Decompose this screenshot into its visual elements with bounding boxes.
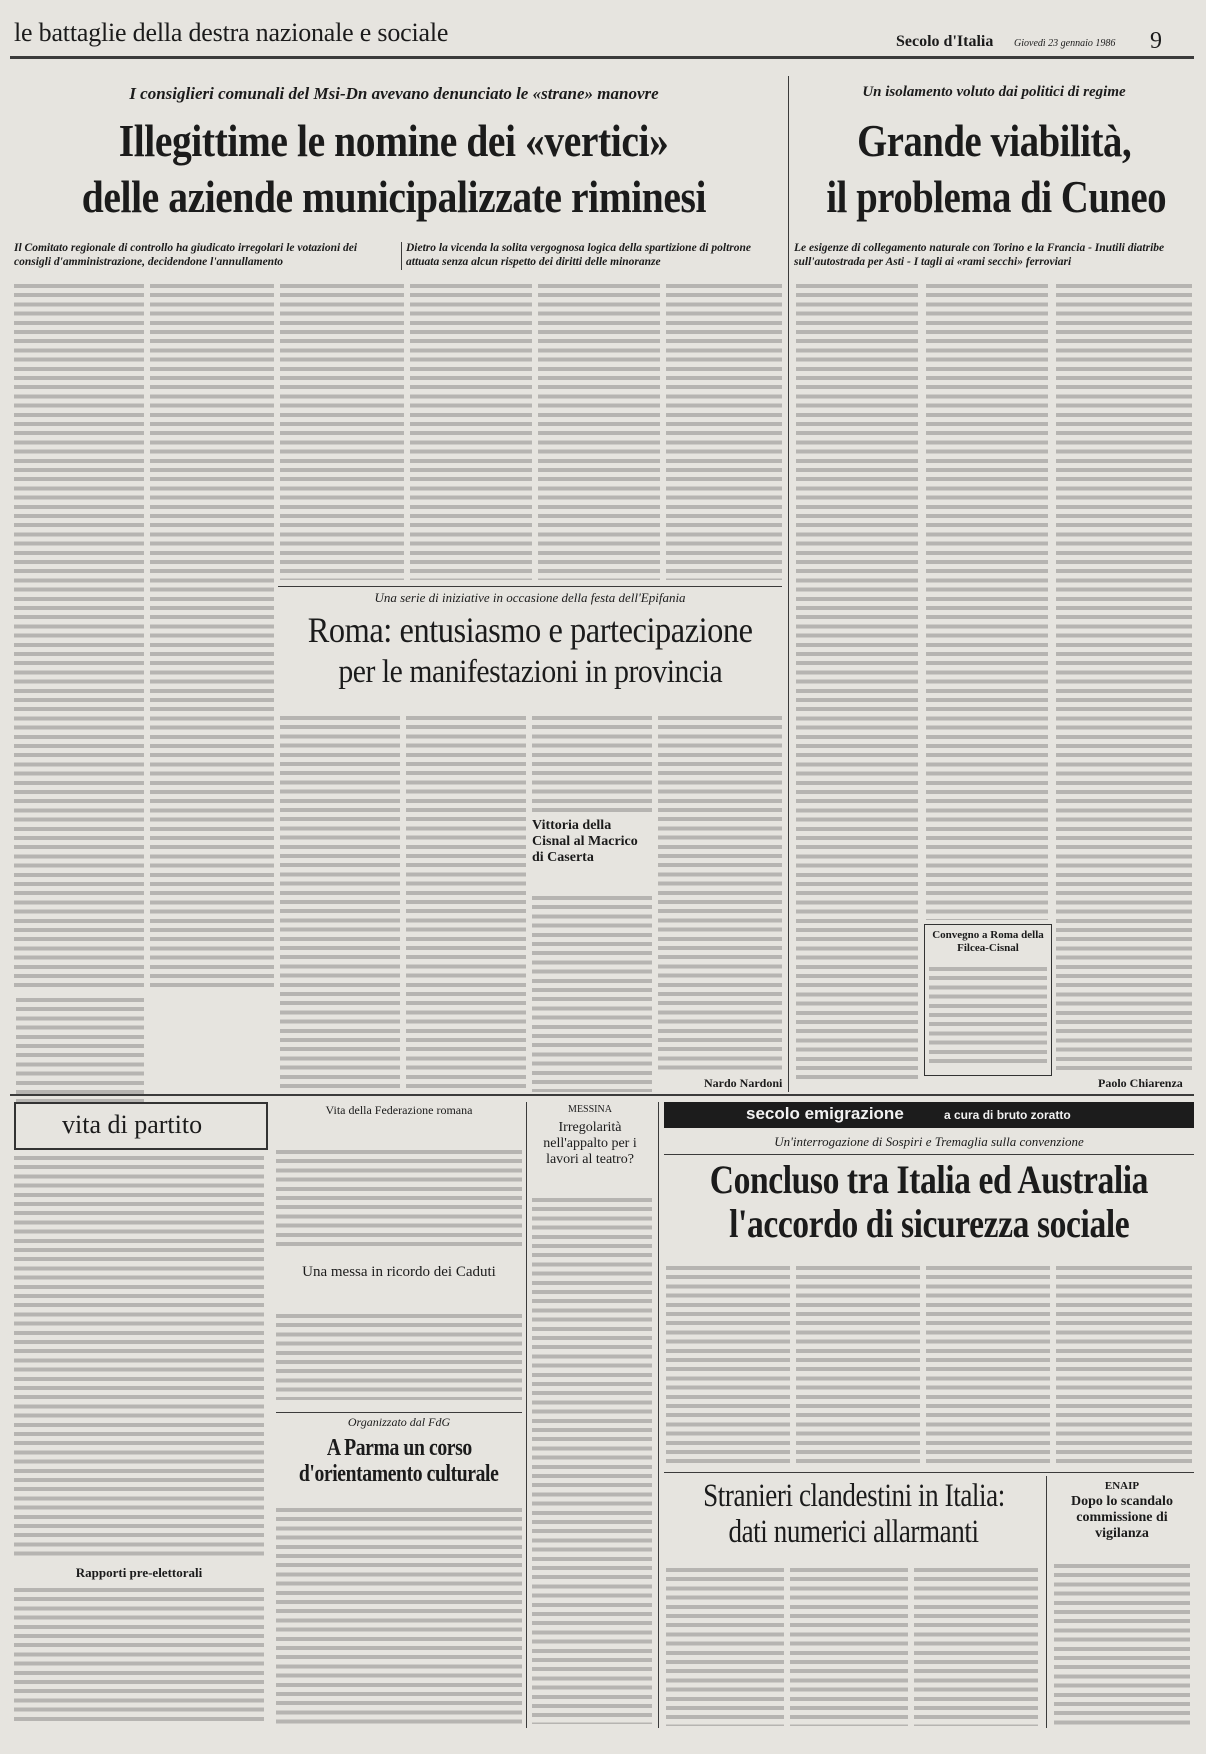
rimini-headline-text1: Illegittime le nomine dei «vertici» <box>119 115 669 166</box>
lower-section-rule <box>10 1094 1194 1096</box>
corso-headline-text1: A Parma un corso <box>326 1435 472 1461</box>
emigrazione-banner-editor: a cura di bruto zoratto <box>944 1108 1071 1122</box>
convegno-body <box>929 963 1047 1067</box>
federazione-divider <box>276 1412 522 1413</box>
rimini-column-2 <box>150 280 274 990</box>
cuneo-column-1 <box>796 280 918 1080</box>
emigrazione-headline-line2 <box>664 1201 1194 1246</box>
cuneo-deck: Le esigenze di collegamento naturale con Torino e la Francia - Inutili diatribe sull'autostrada per Asti - I tagli ai «rami secchi» ferroviari <box>794 242 1165 269</box>
rimini-headline-line1 <box>14 115 774 166</box>
emigrazione-headline-line1 <box>664 1157 1194 1202</box>
enaip-divider <box>1046 1476 1047 1728</box>
messa-body <box>276 1310 522 1400</box>
stranieri-column-2 <box>790 1564 908 1726</box>
enaip-title <box>1050 1494 1194 1542</box>
roma-column-3a <box>532 712 652 812</box>
cuneo-column-3 <box>1056 280 1192 1070</box>
convegno-box <box>924 924 1052 1076</box>
caserta-title-text: Vittoria della Cisnal al Macrico di Caserta <box>532 818 638 866</box>
roma-kicker: Una serie di iniziative in occasione della festa dell'Epifania <box>374 590 686 605</box>
roma-top-rule <box>278 586 782 587</box>
masthead-section: le battaglie della destra nazionale e sociale <box>14 18 449 47</box>
roma-headline-line2 <box>280 656 780 690</box>
emigrazione-kicker: Un'interrogazione di Sospiri e Tremaglia sulla convenzione <box>774 1134 1084 1149</box>
masthead-date: Giovedì 23 gennaio 1986 <box>1014 38 1116 49</box>
federazione-title-text: Vita della Federazione romana <box>325 1103 473 1117</box>
emigrazione-kicker-rule <box>664 1154 1194 1155</box>
messa-title-text: Una messa in ricordo dei Caduti <box>302 1264 496 1280</box>
cuneo-headline-text1: Grande viabilità, <box>856 115 1132 166</box>
roma-column-1 <box>280 712 400 1092</box>
rimini-column-3 <box>280 280 404 580</box>
cuneo-kicker: Un isolamento voluto dai politici di regime <box>862 84 1126 100</box>
rimini-deck-right: Dietro la vicenda la solita vergognosa logica della spartizione di poltrone attuata senza alcun rispetto dei diritti delle minoranze <box>406 242 751 269</box>
federazione-body <box>276 1146 522 1246</box>
messina-body <box>532 1194 652 1724</box>
stranieri-column-3 <box>914 1564 1038 1726</box>
rimini-column-1 <box>14 280 144 990</box>
roma-headline-line1 <box>280 612 780 649</box>
rimini-byline-fragment <box>16 994 144 1104</box>
cuneo-headline-text2: il problema di Cuneo <box>826 171 1167 222</box>
roma-column-2 <box>406 712 526 1092</box>
page-number: 9 <box>1150 28 1162 54</box>
deck-divider <box>401 242 402 270</box>
vita-partito-subtitle: Rapporti pre-elettorali <box>75 1565 203 1580</box>
vita-partito-header-box <box>14 1102 268 1150</box>
messina-title-text: Irregolarità nell'appalto per i lavori al teatro? <box>543 1120 637 1168</box>
corso-organizer: Organizzato dal FdG <box>347 1415 451 1429</box>
rimini-headline-line2 <box>14 171 774 222</box>
emigrazione-column-4 <box>1056 1262 1192 1468</box>
stranieri-top-rule <box>664 1472 1194 1473</box>
rimini-column-5 <box>538 280 660 580</box>
roma-headline-text2: per le manifestazioni in provincia <box>338 654 722 690</box>
enaip-title-text: Dopo lo scandalo commissione di vigilanza <box>1071 1494 1173 1542</box>
roma-headline-text1: Roma: entusiasmo e partecipazione <box>307 610 753 650</box>
masthead-paper-name: Secolo d'Italia <box>896 33 994 50</box>
emigrazione-headline-text2: l'accordo di sicurezza sociale <box>728 1201 1130 1246</box>
roma-column-3b <box>532 892 652 1092</box>
messina-dateline: MESSINA <box>568 1104 612 1115</box>
vita-partito-listing <box>14 1152 264 1556</box>
stranieri-headline-line2 <box>664 1516 1044 1550</box>
cuneo-headline-line1 <box>794 115 1194 166</box>
messa-title <box>276 1264 522 1281</box>
cuneo-headline-line2 <box>794 171 1194 222</box>
messina-divider-right <box>658 1102 659 1728</box>
messina-title <box>530 1120 650 1168</box>
emigrazione-headline-text1: Concluso tra Italia ed Australia <box>709 1157 1149 1202</box>
corso-headline-line1 <box>276 1436 522 1460</box>
federazione-title <box>276 1104 522 1118</box>
stranieri-headline-text1: Stranieri clandestini in Italia: <box>703 1478 1005 1514</box>
rimini-column-6 <box>666 280 782 580</box>
emigrazione-column-1 <box>666 1262 790 1468</box>
stranieri-headline-text2: dati numerici allarmanti <box>728 1514 980 1550</box>
emigrazione-column-2 <box>796 1262 920 1468</box>
column-divider-right <box>788 76 789 1092</box>
corso-body <box>276 1504 522 1724</box>
convegno-title: Convegno a Roma della Filcea-Cisnal <box>932 929 1044 954</box>
rimini-headline-text2: delle aziende municipalizzate riminesi <box>81 171 707 222</box>
emigrazione-column-3 <box>926 1262 1050 1468</box>
emigrazione-banner-title: secolo emigrazione <box>746 1104 904 1123</box>
emigrazione-banner <box>664 1102 1194 1128</box>
roma-column-4 <box>658 712 782 1074</box>
cuneo-column-2a <box>926 280 1048 920</box>
cuneo-signature: Paolo Chiarenza <box>1098 1076 1183 1090</box>
vita-partito-rapporti-body <box>14 1584 264 1724</box>
corso-headline-text2: d'orientamento culturale <box>299 1461 499 1487</box>
caserta-title <box>532 818 652 866</box>
rimini-deck-left: Il Comitato regionale di controllo ha giudicato irregolari le votazioni dei consigli d'amministrazione, decidendone l'annullamento <box>14 242 358 269</box>
rimini-column-4 <box>410 280 532 580</box>
enaip-label: ENAIP <box>1104 1480 1140 1492</box>
rimini-kicker: I consiglieri comunali del Msi-Dn avevano denunciato le «strane» manovre <box>129 84 659 103</box>
corso-headline-line2 <box>276 1462 522 1486</box>
enaip-body <box>1054 1560 1190 1726</box>
vita-partito-header: vita di partito <box>62 1110 203 1139</box>
messina-divider-left <box>526 1102 527 1728</box>
roma-signature: Nardo Nardoni <box>704 1076 783 1090</box>
masthead-rule <box>10 56 1194 59</box>
stranieri-headline-line1 <box>664 1480 1044 1514</box>
stranieri-column-1 <box>666 1564 784 1726</box>
